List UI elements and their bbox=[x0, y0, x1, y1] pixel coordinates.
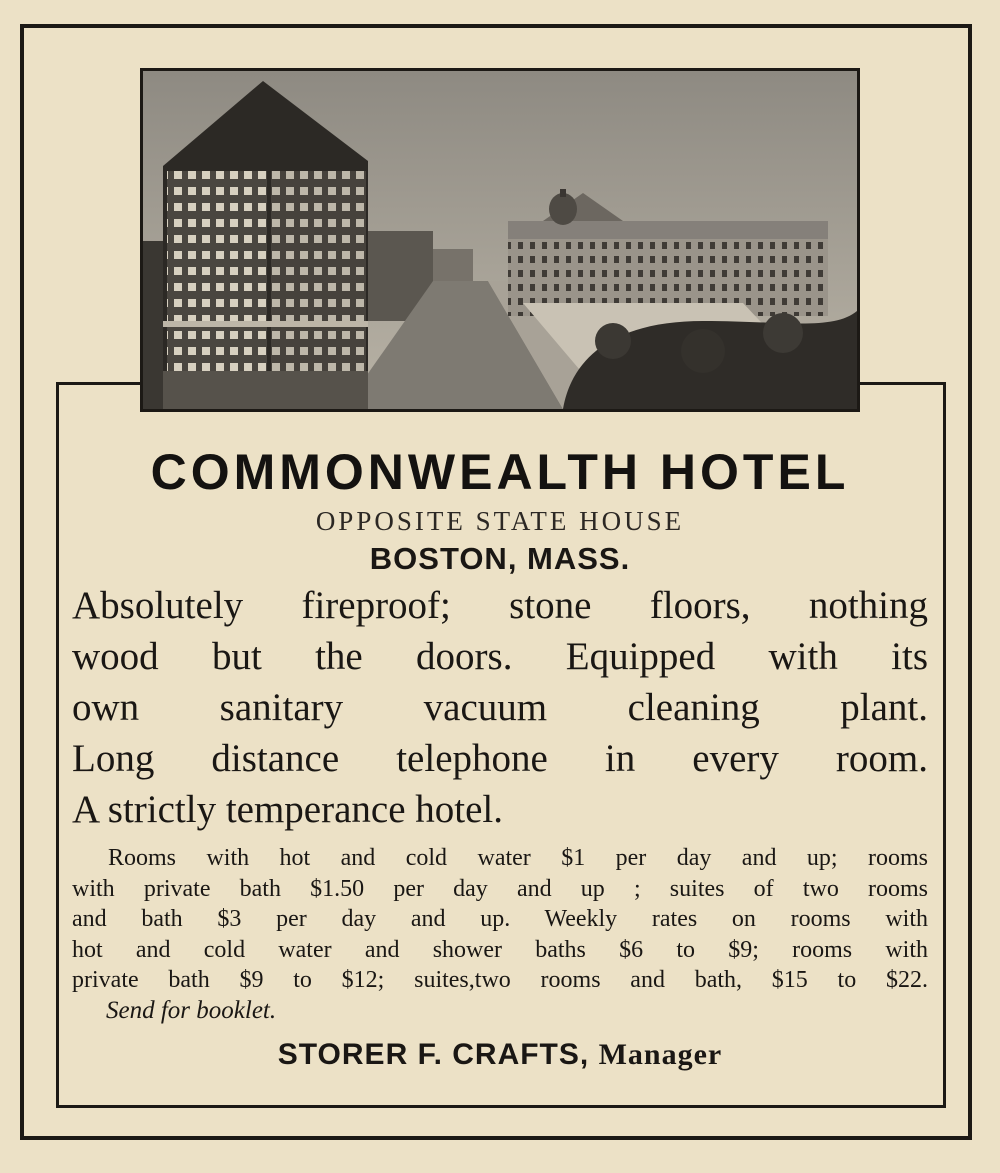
manager-signature bbox=[72, 1038, 928, 1072]
feature-line: Long distance telephone in every room. bbox=[72, 737, 928, 780]
feature-line: own sanitary vacuum cleaning plant. bbox=[72, 686, 928, 729]
rates-line: with private bath $1.50 per day and up ; suites of two rooms bbox=[72, 875, 928, 902]
hotel-city: BOSTON, MASS. bbox=[369, 541, 631, 576]
rates-line: private bath $9 to $12; suites,two rooms and bath, $15 to $22. bbox=[72, 967, 928, 993]
manager-role: Manager bbox=[598, 1037, 723, 1071]
hotel-subtitle: OPPOSITE STATE HOUSE bbox=[315, 506, 685, 536]
ad-text bbox=[72, 440, 928, 1072]
feature-line: Absolutely fireproof; stone floors, nothing bbox=[72, 584, 928, 627]
feature-paragraph bbox=[72, 580, 928, 835]
hotel-photograph bbox=[140, 68, 860, 412]
rates-line: Rooms with hot and cold water $1 per day and up; rooms bbox=[108, 845, 928, 871]
rates-line: and bath $3 per day and up. Weekly rates on rooms with bbox=[72, 906, 928, 932]
feature-line: wood but the doors. Equipped with its bbox=[72, 635, 928, 678]
hotel-title: COMMONWEALTH HOTEL bbox=[150, 444, 850, 500]
rates-line: hot and cold water and shower baths $6 to $9; rooms with bbox=[72, 936, 928, 963]
feature-line: A strictly temperance hotel. bbox=[72, 788, 504, 831]
hotel-street-illustration bbox=[143, 71, 857, 409]
booklet-note: Send for booklet. bbox=[106, 996, 277, 1024]
rates-paragraph bbox=[72, 843, 928, 996]
manager-name: STORER F. CRAFTS, bbox=[277, 1037, 590, 1071]
